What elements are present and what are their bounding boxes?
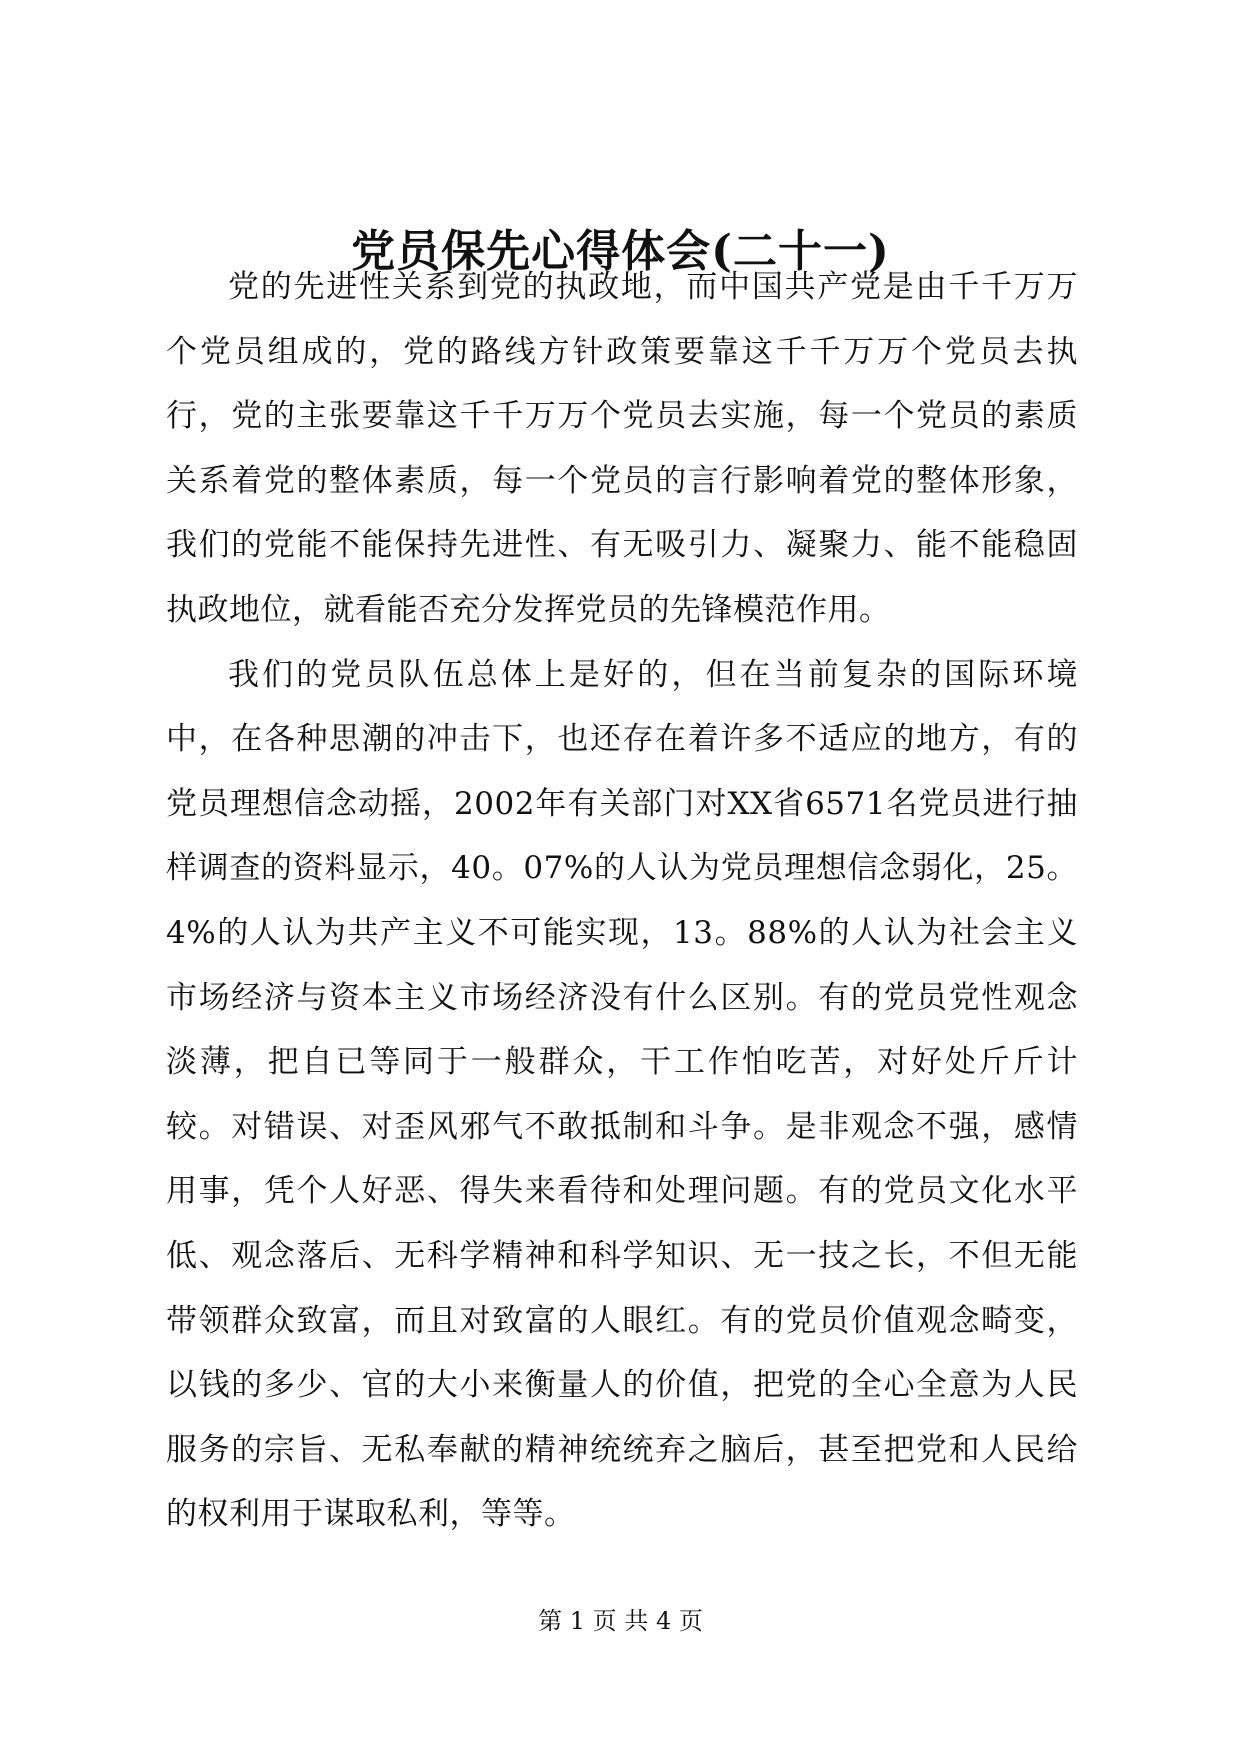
document-body [166, 255, 1078, 1547]
paragraph-1: 党的先进性关系到党的执政地，而中国共产党是由千千万万个党员组成的，党的路线方针政策要靠这千千万万个党员去执行，党的主张要靠这千千万万个党员去实施，每一个党员的素质关系着党的整体素质，每一个党员的言行影响着党的整体形象，我们的党能不能保持先进性、有无吸引力、凝聚力、能不能稳固执政地位，就看能否充分发挥党员的先锋模范作用。 [166, 269, 1078, 628]
document-title: 党员保先心得体会(二十一) [351, 226, 890, 277]
page-footer: 第 1 页 共 4 页 [538, 1607, 703, 1635]
paragraph-2: 我们的党员队伍总体上是好的，但在当前复杂的国际环境中，在各种思潮的冲击下，也还存在着许多不适应的地方，有的党员理想信念动摇，2002年有关部门对XX省6571名党员进行抽样调查的资料显示，40。07%的人认为党员理想信念弱化，25。4%的人认为共产主义不可能实现，13。88%的人认为社会主义市场经济与资本主义市场经济没有什么区别。有的党员党性观念淡薄，把自已等同于一般群众，干工作怕吃苦，对好处斤斤计较。对错误、对歪风邪气不敢抵制和斗争。是非观念不强，感情用事，凭个人好恶、得失来看待和处理问题。有的党员文化水平低、观念落后、无科学精神和科学知识、无一技之长，不但无能带领群众致富，而且对致富的人眼红。有的党员价值观念畸变，以钱的多少、官的大小来衡量人的价值，把党的全心全意为人民服务的宗旨、无私奉献的精神统统弃之脑后，甚至把党和人民给的权利用于谋取私利，等等。 [166, 656, 1078, 1533]
